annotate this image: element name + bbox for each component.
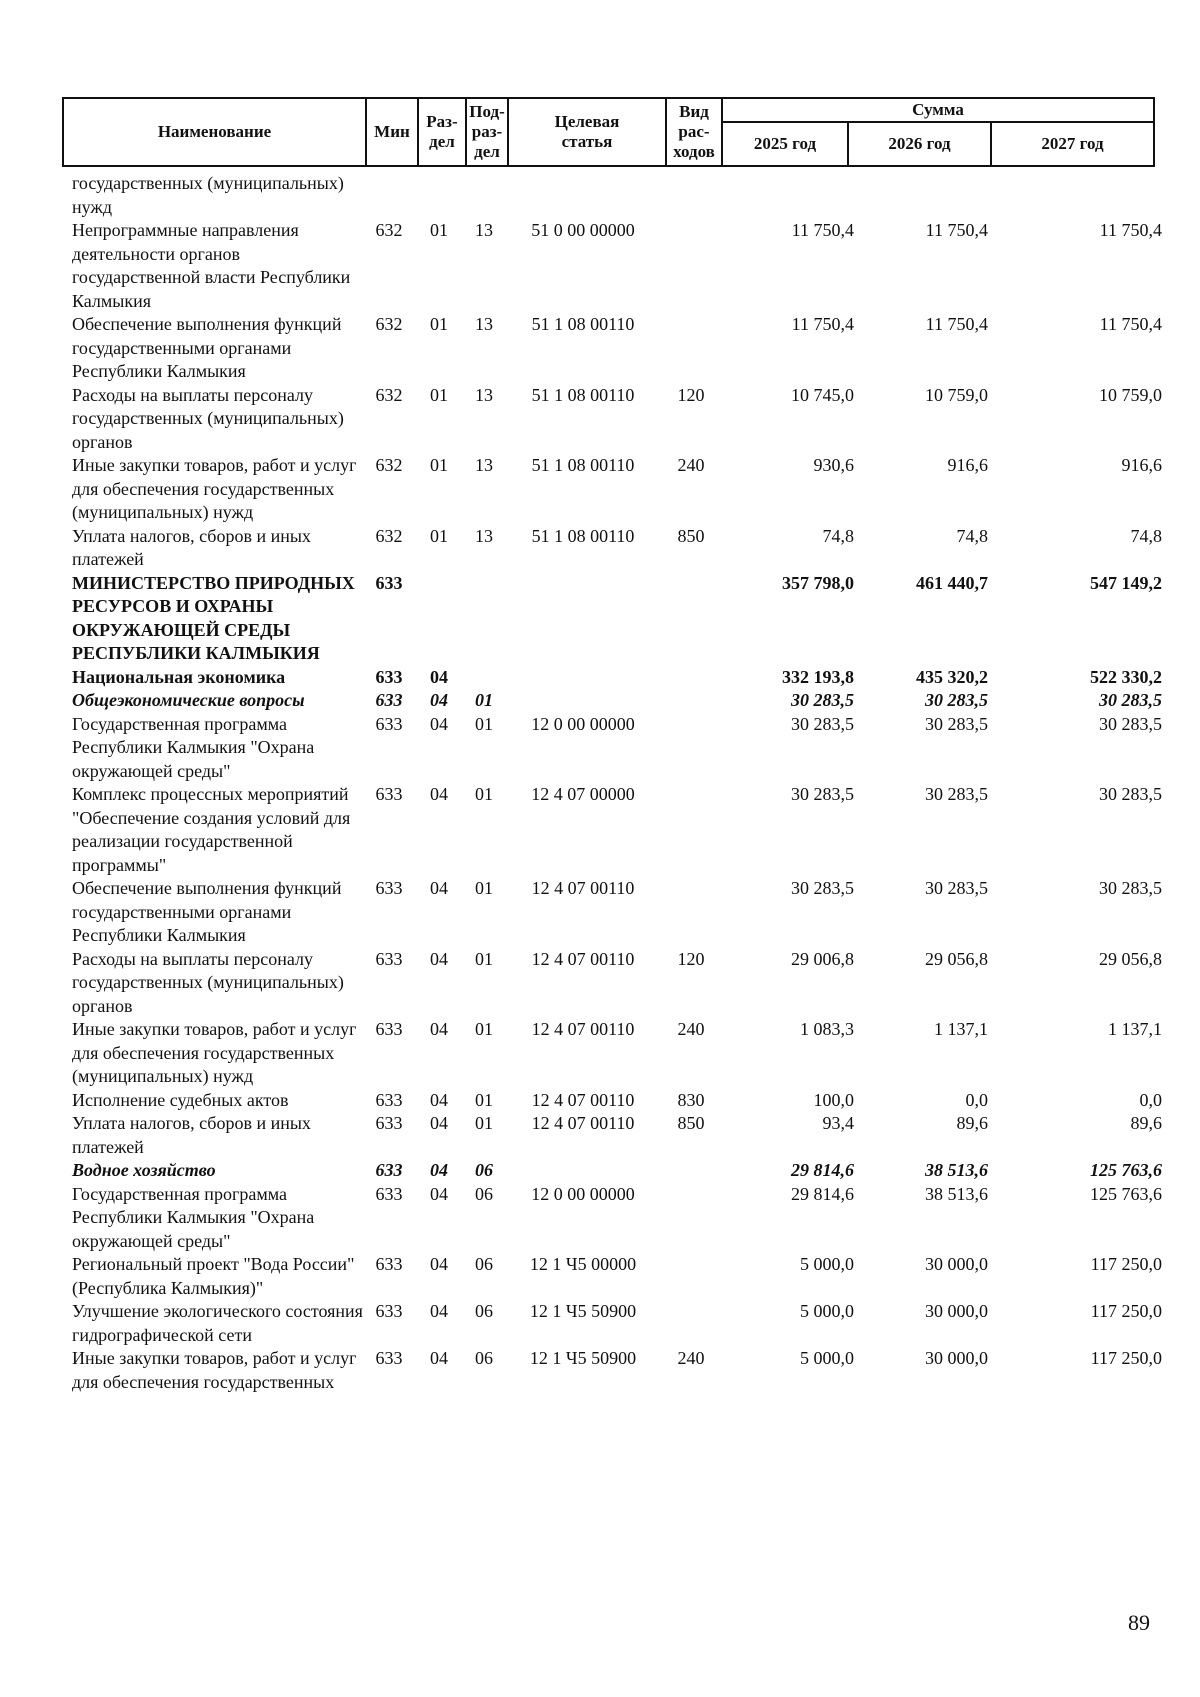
- header-vid: Вид рас- ходов: [666, 98, 722, 166]
- cell-2026: 1 137,1: [934, 1019, 988, 1039]
- cell-2026: 38 513,6: [925, 1160, 988, 1180]
- header-podrazdel: Под- раз- дел: [466, 98, 508, 166]
- cell-target: 12 0 00 00000: [531, 713, 635, 734]
- cell-target: 12 4 07 00110: [531, 878, 635, 898]
- cell-podrazdel: 01: [475, 713, 493, 734]
- cell-2025: 30 283,5: [791, 878, 854, 898]
- cell-razdel: 04: [430, 878, 448, 898]
- cell-target: 12 1 Ч5 50900: [529, 1301, 637, 1321]
- cell-vid: [662, 1300, 720, 1347]
- cell-2025: 930,6: [813, 455, 854, 475]
- header-2027: 2027 год: [991, 122, 1154, 166]
- cell-2026: 461 440,7: [916, 572, 988, 593]
- cell-name: Исполнение судебных актов: [72, 1089, 289, 1110]
- cell-min: 632: [375, 455, 403, 475]
- cell-razdel: 04: [430, 1113, 448, 1133]
- cell-target: 12 0 00 00000: [531, 1183, 635, 1204]
- cell-name: Улучшение экологического состояния гидрографической сети: [72, 1301, 363, 1345]
- cell-vid: [662, 1183, 720, 1254]
- cell-2026: 38 513,6: [925, 1183, 988, 1204]
- cell-target: [504, 172, 662, 219]
- cell-2026: 30 283,5: [925, 713, 988, 734]
- cell-vid: 120: [677, 948, 705, 969]
- cell-podrazdel: [464, 172, 504, 219]
- cell-name: Уплата налогов, сборов и иных платежей: [72, 1113, 311, 1157]
- cell-vid: 120: [677, 384, 705, 405]
- cell-vid: [662, 219, 720, 313]
- cell-target: [504, 689, 662, 713]
- cell-2027: 29 056,8: [1099, 948, 1162, 969]
- cell-2025: 30 283,5: [791, 784, 854, 804]
- table-row: [72, 313, 1162, 384]
- cell-2027: 30 283,5: [1099, 713, 1162, 734]
- cell-name: государственных (муниципальных) нужд: [72, 173, 344, 217]
- cell-2027: 916,6: [1121, 455, 1162, 475]
- cell-vid: [662, 783, 720, 877]
- cell-podrazdel: 01: [475, 878, 493, 898]
- cell-2027: 125 763,6: [1090, 1183, 1162, 1204]
- cell-min: 633: [375, 1160, 403, 1180]
- table-row: [72, 666, 1162, 690]
- cell-name: Комплекс процессных мероприятий "Обеспечение создания условий для реализации государственной программы": [72, 784, 351, 875]
- cell-razdel: 04: [430, 666, 448, 687]
- cell-target: 12 4 07 00110: [531, 1089, 635, 1110]
- cell-2025: 11 750,4: [791, 314, 854, 334]
- cell-2027: 11 750,4: [1099, 314, 1162, 334]
- cell-2027: 74,8: [1130, 525, 1162, 546]
- cell-razdel: 04: [430, 948, 448, 969]
- cell-vid: [662, 572, 720, 666]
- cell-min: 633: [375, 878, 403, 898]
- cell-vid: 240: [677, 1348, 705, 1368]
- cell-razdel: 04: [430, 784, 448, 804]
- cell-min: [364, 172, 414, 219]
- cell-2027: 30 283,5: [1099, 878, 1162, 898]
- cell-2026: 916,6: [947, 455, 988, 475]
- cell-podrazdel: 01: [475, 1019, 493, 1039]
- table-row: [72, 689, 1162, 713]
- cell-min: 633: [375, 784, 403, 804]
- table-row: [72, 1347, 1162, 1394]
- cell-target: 12 4 07 00110: [531, 1019, 635, 1039]
- cell-podrazdel: 06: [475, 1254, 493, 1274]
- cell-podrazdel: [464, 572, 504, 666]
- cell-vid: 830: [677, 1089, 705, 1110]
- cell-2027: 10 759,0: [1099, 384, 1162, 405]
- header-sum: Сумма: [722, 98, 1154, 122]
- cell-2025: 5 000,0: [800, 1301, 854, 1321]
- cell-2027: 30 283,5: [1099, 690, 1162, 710]
- cell-2026: 11 750,4: [925, 314, 988, 334]
- table-row: [72, 1018, 1162, 1089]
- cell-name: Иные закупки товаров, работ и услуг для обеспечения государственных: [72, 1348, 357, 1392]
- cell-razdel: [414, 572, 464, 666]
- cell-min: 633: [375, 948, 403, 969]
- cell-2025: 74,8: [822, 525, 854, 546]
- cell-podrazdel: 01: [475, 784, 493, 804]
- cell-min: 633: [375, 1254, 403, 1274]
- table-row: [72, 1112, 1162, 1159]
- cell-name: Иные закупки товаров, работ и услуг для обеспечения государственных (муниципальных) нужд: [72, 1019, 357, 1086]
- header-2026: 2026 год: [848, 122, 991, 166]
- cell-2025: 5 000,0: [800, 1348, 854, 1368]
- cell-2026: 29 056,8: [925, 948, 988, 969]
- cell-name: Расходы на выплаты персоналу государственных (муниципальных) органов: [72, 384, 344, 452]
- cell-vid: [662, 713, 720, 784]
- cell-2026: 30 000,0: [925, 1301, 988, 1321]
- cell-podrazdel: 01: [475, 1089, 493, 1110]
- cell-name: Государственная программа Республики Калмыкия "Охрана окружающей среды": [72, 713, 315, 781]
- cell-2025: 30 283,5: [791, 690, 854, 710]
- cell-2026: 30 283,5: [925, 690, 988, 710]
- cell-target: [504, 572, 662, 666]
- cell-name: Иные закупки товаров, работ и услуг для обеспечения государственных (муниципальных) нужд: [72, 455, 357, 522]
- cell-2025: 1 083,3: [800, 1019, 854, 1039]
- cell-target: 12 1 Ч5 00000: [529, 1254, 637, 1274]
- table-row: [72, 1089, 1162, 1113]
- cell-min: 632: [375, 384, 403, 405]
- cell-vid: 850: [677, 1113, 705, 1133]
- cell-target: 51 1 08 00110: [531, 455, 635, 475]
- cell-2026: 30 283,5: [925, 784, 988, 804]
- cell-podrazdel: 01: [475, 1113, 493, 1133]
- header-2025: 2025 год: [722, 122, 848, 166]
- header-name: Наименование: [63, 98, 366, 166]
- cell-name: МИНИСТЕРСТВО ПРИРОДНЫХ РЕСУРСОВ И ОХРАНЫ ОКРУЖАЮЩЕЙ СРЕДЫ РЕСПУБЛИКИ КАЛМЫКИЯ: [72, 572, 355, 663]
- cell-name: Общеэкономические вопросы: [72, 690, 305, 710]
- cell-2027: 0,0: [1139, 1089, 1162, 1110]
- cell-name: Обеспечение выполнения функций государственными органами Республики Калмыкия: [72, 878, 342, 945]
- cell-vid: [662, 689, 720, 713]
- cell-vid: [662, 666, 720, 690]
- cell-podrazdel: 13: [475, 525, 493, 546]
- cell-2027: 547 149,2: [1090, 572, 1162, 593]
- table-row: [72, 572, 1162, 666]
- cell-name: Государственная программа Республики Калмыкия "Охрана окружающей среды": [72, 1183, 315, 1251]
- cell-razdel: 04: [430, 713, 448, 734]
- cell-2025: 357 798,0: [782, 572, 854, 593]
- table-header: [62, 97, 1155, 167]
- cell-name: Уплата налогов, сборов и иных платежей: [72, 525, 311, 569]
- cell-target: 51 1 08 00110: [531, 525, 635, 546]
- cell-2025: 29 006,8: [791, 948, 854, 969]
- table-row: [72, 525, 1162, 572]
- cell-min: 633: [375, 690, 403, 710]
- table-row: [72, 948, 1162, 1019]
- cell-podrazdel: 06: [475, 1183, 493, 1204]
- cell-2026: 11 750,4: [925, 220, 988, 240]
- cell-2025: 100,0: [813, 1089, 854, 1110]
- cell-2025: 11 750,4: [791, 220, 854, 240]
- cell-2025: 29 814,6: [791, 1160, 854, 1180]
- cell-name: Водное хозяйство: [72, 1160, 216, 1180]
- cell-razdel: 01: [430, 314, 448, 334]
- cell-2026: 435 320,2: [916, 666, 988, 687]
- budget-table: [72, 172, 1162, 1394]
- cell-2026: 30 000,0: [925, 1348, 988, 1368]
- cell-min: 633: [375, 1348, 403, 1368]
- cell-min: 633: [375, 1019, 403, 1039]
- cell-podrazdel: 06: [475, 1348, 493, 1368]
- cell-2026: 10 759,0: [925, 384, 988, 405]
- cell-2026: 0,0: [965, 1089, 988, 1110]
- cell-name: Национальная экономика: [72, 666, 286, 687]
- cell-2026: 30 000,0: [925, 1254, 988, 1274]
- cell-podrazdel: 06: [475, 1160, 493, 1180]
- cell-min: 632: [375, 314, 403, 334]
- cell-target: [504, 1159, 662, 1183]
- page-number: 89: [1128, 1610, 1150, 1635]
- table-row: [72, 172, 1162, 219]
- cell-podrazdel: 13: [475, 455, 493, 475]
- cell-name: Расходы на выплаты персоналу государственных (муниципальных) органов: [72, 948, 344, 1016]
- cell-2027: 30 283,5: [1099, 784, 1162, 804]
- cell-razdel: 01: [430, 455, 448, 475]
- cell-2025: 29 814,6: [791, 1183, 854, 1204]
- cell-razdel: 04: [430, 690, 448, 710]
- cell-2025: 93,4: [822, 1113, 854, 1133]
- cell-min: 633: [375, 1301, 403, 1321]
- cell-razdel: 04: [430, 1160, 448, 1180]
- table-row: [72, 1253, 1162, 1300]
- cell-2027: 89,6: [1130, 1113, 1162, 1133]
- cell-podrazdel: 13: [475, 384, 493, 405]
- cell-target: [504, 666, 662, 690]
- table-row: [72, 1300, 1162, 1347]
- cell-razdel: 04: [430, 1348, 448, 1368]
- cell-razdel: 04: [430, 1089, 448, 1110]
- cell-min: 632: [375, 525, 403, 546]
- cell-2025: 10 745,0: [791, 384, 854, 405]
- cell-vid: 850: [677, 525, 705, 546]
- cell-podrazdel: 13: [475, 314, 493, 334]
- cell-vid: 240: [677, 1019, 705, 1039]
- cell-2025: 332 193,8: [782, 666, 854, 687]
- cell-vid: [662, 1159, 720, 1183]
- table-row: [72, 877, 1162, 948]
- cell-razdel: 04: [430, 1019, 448, 1039]
- cell-razdel: 01: [430, 384, 448, 405]
- cell-podrazdel: 06: [475, 1301, 493, 1321]
- cell-min: 633: [375, 1113, 403, 1133]
- table-row: [72, 384, 1162, 455]
- cell-target: 12 4 07 00110: [531, 948, 635, 969]
- cell-razdel: 04: [430, 1254, 448, 1274]
- header-target: Целевая статья: [508, 98, 666, 166]
- table-row: [72, 454, 1162, 525]
- cell-podrazdel: 01: [475, 948, 493, 969]
- cell-name: Региональный проект "Вода России" (Республика Калмыкия)": [72, 1254, 355, 1298]
- cell-vid: [662, 1253, 720, 1300]
- cell-2027: 1 137,1: [1108, 1019, 1162, 1039]
- cell-min: 633: [375, 1089, 403, 1110]
- cell-min: 633: [375, 666, 403, 687]
- cell-2025: [720, 172, 854, 219]
- cell-name: Непрограммные направления деятельности органов государственной власти Республики Калмыкия: [72, 220, 351, 311]
- cell-vid: [662, 313, 720, 384]
- cell-podrazdel: [464, 666, 504, 690]
- table-row: [72, 1183, 1162, 1254]
- cell-target: 51 1 08 00110: [531, 384, 635, 405]
- cell-vid: 240: [677, 455, 705, 475]
- cell-razdel: 04: [430, 1301, 448, 1321]
- cell-vid: [662, 172, 720, 219]
- cell-2027: [988, 172, 1162, 219]
- cell-2026: [854, 172, 988, 219]
- cell-razdel: 01: [430, 220, 448, 240]
- cell-2027: 11 750,4: [1099, 220, 1162, 240]
- cell-2027: 125 763,6: [1090, 1160, 1162, 1180]
- table-row: [72, 783, 1162, 877]
- cell-target: 12 4 07 00000: [531, 784, 635, 804]
- header-min: Мин: [366, 98, 418, 166]
- cell-2026: 89,6: [956, 1113, 988, 1133]
- cell-razdel: 04: [430, 1183, 448, 1204]
- cell-2026: 74,8: [956, 525, 988, 546]
- cell-vid: [662, 877, 720, 948]
- header-razdel: Раз- дел: [418, 98, 466, 166]
- cell-min: 633: [375, 572, 403, 593]
- cell-2027: 117 250,0: [1090, 1301, 1162, 1321]
- cell-min: 633: [375, 1183, 403, 1204]
- cell-podrazdel: 13: [475, 220, 493, 240]
- cell-target: 51 0 00 00000: [531, 220, 635, 240]
- cell-2027: 522 330,2: [1090, 666, 1162, 687]
- cell-podrazdel: 01: [475, 690, 493, 710]
- cell-min: 632: [375, 220, 403, 240]
- table-row: [72, 713, 1162, 784]
- cell-2025: 5 000,0: [800, 1254, 854, 1274]
- cell-2026: 30 283,5: [925, 878, 988, 898]
- cell-razdel: 01: [430, 525, 448, 546]
- table-row: [72, 1159, 1162, 1183]
- table-row: [72, 219, 1162, 313]
- cell-razdel: [414, 172, 464, 219]
- cell-target: 12 1 Ч5 50900: [529, 1348, 637, 1368]
- cell-2027: 117 250,0: [1090, 1348, 1162, 1368]
- cell-2025: 30 283,5: [791, 713, 854, 734]
- cell-2027: 117 250,0: [1090, 1254, 1162, 1274]
- cell-target: 12 4 07 00110: [531, 1113, 635, 1133]
- cell-name: Обеспечение выполнения функций государственными органами Республики Калмыкия: [72, 314, 342, 381]
- cell-min: 633: [375, 713, 403, 734]
- cell-target: 51 1 08 00110: [531, 314, 635, 334]
